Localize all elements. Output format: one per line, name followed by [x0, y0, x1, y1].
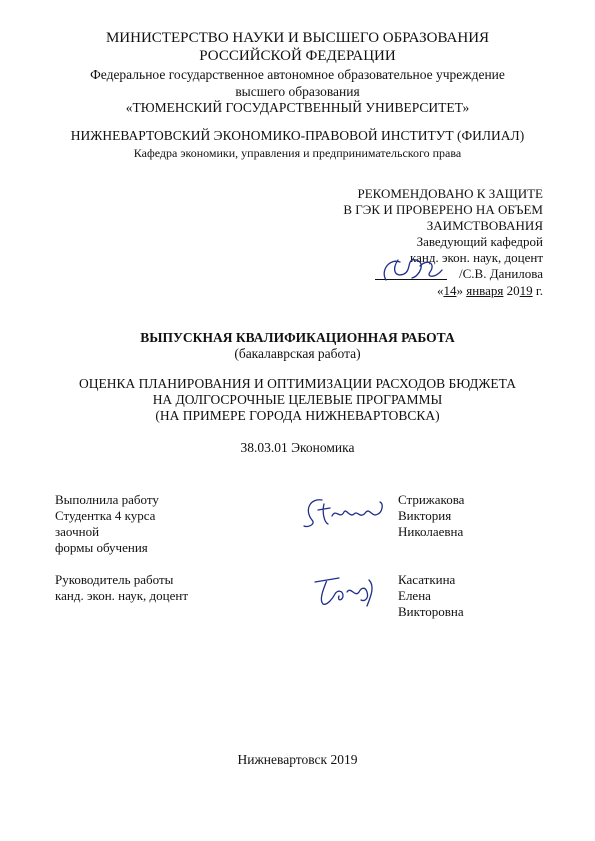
approval-line-3: ЗАИМСТВОВАНИЯ — [426, 218, 543, 233]
work-title-line-2: НА ДОЛГОСРОЧНЫЕ ЦЕЛЕВЫЕ ПРОГРАММЫ — [152, 392, 443, 407]
author-role-2: Студентка 4 курса — [55, 508, 156, 523]
date-quote-close: » — [456, 283, 467, 298]
work-title-line-3: (НА ПРИМЕРЕ ГОРОДА НИЖНЕВАРТОВСКА) — [155, 408, 440, 423]
supervisor-role-1: Руководитель работы — [55, 572, 174, 587]
author-role-1: Выполнила работу — [55, 492, 159, 507]
work-subtype: (бакалаврская работа) — [234, 346, 361, 361]
department-name: Кафедра экономики, управления и предпринимательского права — [133, 146, 462, 160]
author-role-3: заочной — [55, 524, 100, 539]
branch-name: НИЖНЕВАРТОВСКИЙ ЭКОНОМИКО-ПРАВОВОЙ ИНСТИТУТ (ФИЛИАЛ) — [70, 128, 525, 143]
author-patronymic: Николаевна — [398, 524, 464, 539]
author-name: Виктория — [398, 508, 452, 523]
supervisor-surname: Касаткина — [398, 572, 456, 587]
university-name: «ТЮМЕНСКИЙ ГОСУДАРСТВЕННЫЙ УНИВЕРСИТЕТ» — [125, 100, 470, 115]
head-name: /С.В. Данилова — [459, 266, 543, 281]
supervisor-name: Елена — [398, 588, 431, 603]
approval-line-2: В ГЭК И ПРОВЕРЕНО НА ОБЪЕМ — [343, 202, 543, 217]
institution-line-1: Федеральное государственное автономное образовательное учреждение — [90, 67, 505, 82]
approval-line-5: канд. экон. наук, доцент — [409, 250, 543, 265]
date-month: января — [466, 283, 504, 298]
author-signature-icon — [300, 494, 390, 534]
date-quote-open: « — [436, 283, 444, 298]
date-year-suffix: 19 — [519, 283, 533, 298]
author-surname: Стрижакова — [398, 492, 465, 507]
ministry-line-2: РОССИЙСКОЙ ФЕДЕРАЦИИ — [199, 48, 396, 64]
supervisor-patronymic: Викторовна — [398, 604, 464, 619]
supervisor-signature-icon — [305, 572, 385, 612]
approval-line-4: Заведующий кафедрой — [416, 234, 543, 249]
city-year: Нижневартовск 2019 — [237, 752, 358, 767]
date-day: 14 — [443, 283, 457, 298]
specialty: 38.03.01 Экономика — [240, 440, 355, 455]
date-year-prefix: 20 — [503, 283, 520, 298]
approval-date — [437, 283, 543, 299]
institution-line-2: высшего образования — [235, 84, 360, 99]
ministry-line-1: МИНИСТЕРСТВО НАУКИ И ВЫСШЕГО ОБРАЗОВАНИЯ — [105, 30, 490, 46]
work-type: ВЫПУСКНАЯ КВАЛИФИКАЦИОННАЯ РАБОТА — [140, 330, 455, 345]
date-end: г. — [532, 283, 543, 298]
approval-line-1: РЕКОМЕНДОВАНО К ЗАЩИТЕ — [357, 186, 543, 201]
author-role-4: формы обучения — [55, 540, 148, 555]
supervisor-role-2: канд. экон. наук, доцент — [55, 588, 189, 603]
work-title-line-1: ОЦЕНКА ПЛАНИРОВАНИЯ И ОПТИМИЗАЦИИ РАСХОДОВ БЮДЖЕТА — [79, 376, 516, 391]
